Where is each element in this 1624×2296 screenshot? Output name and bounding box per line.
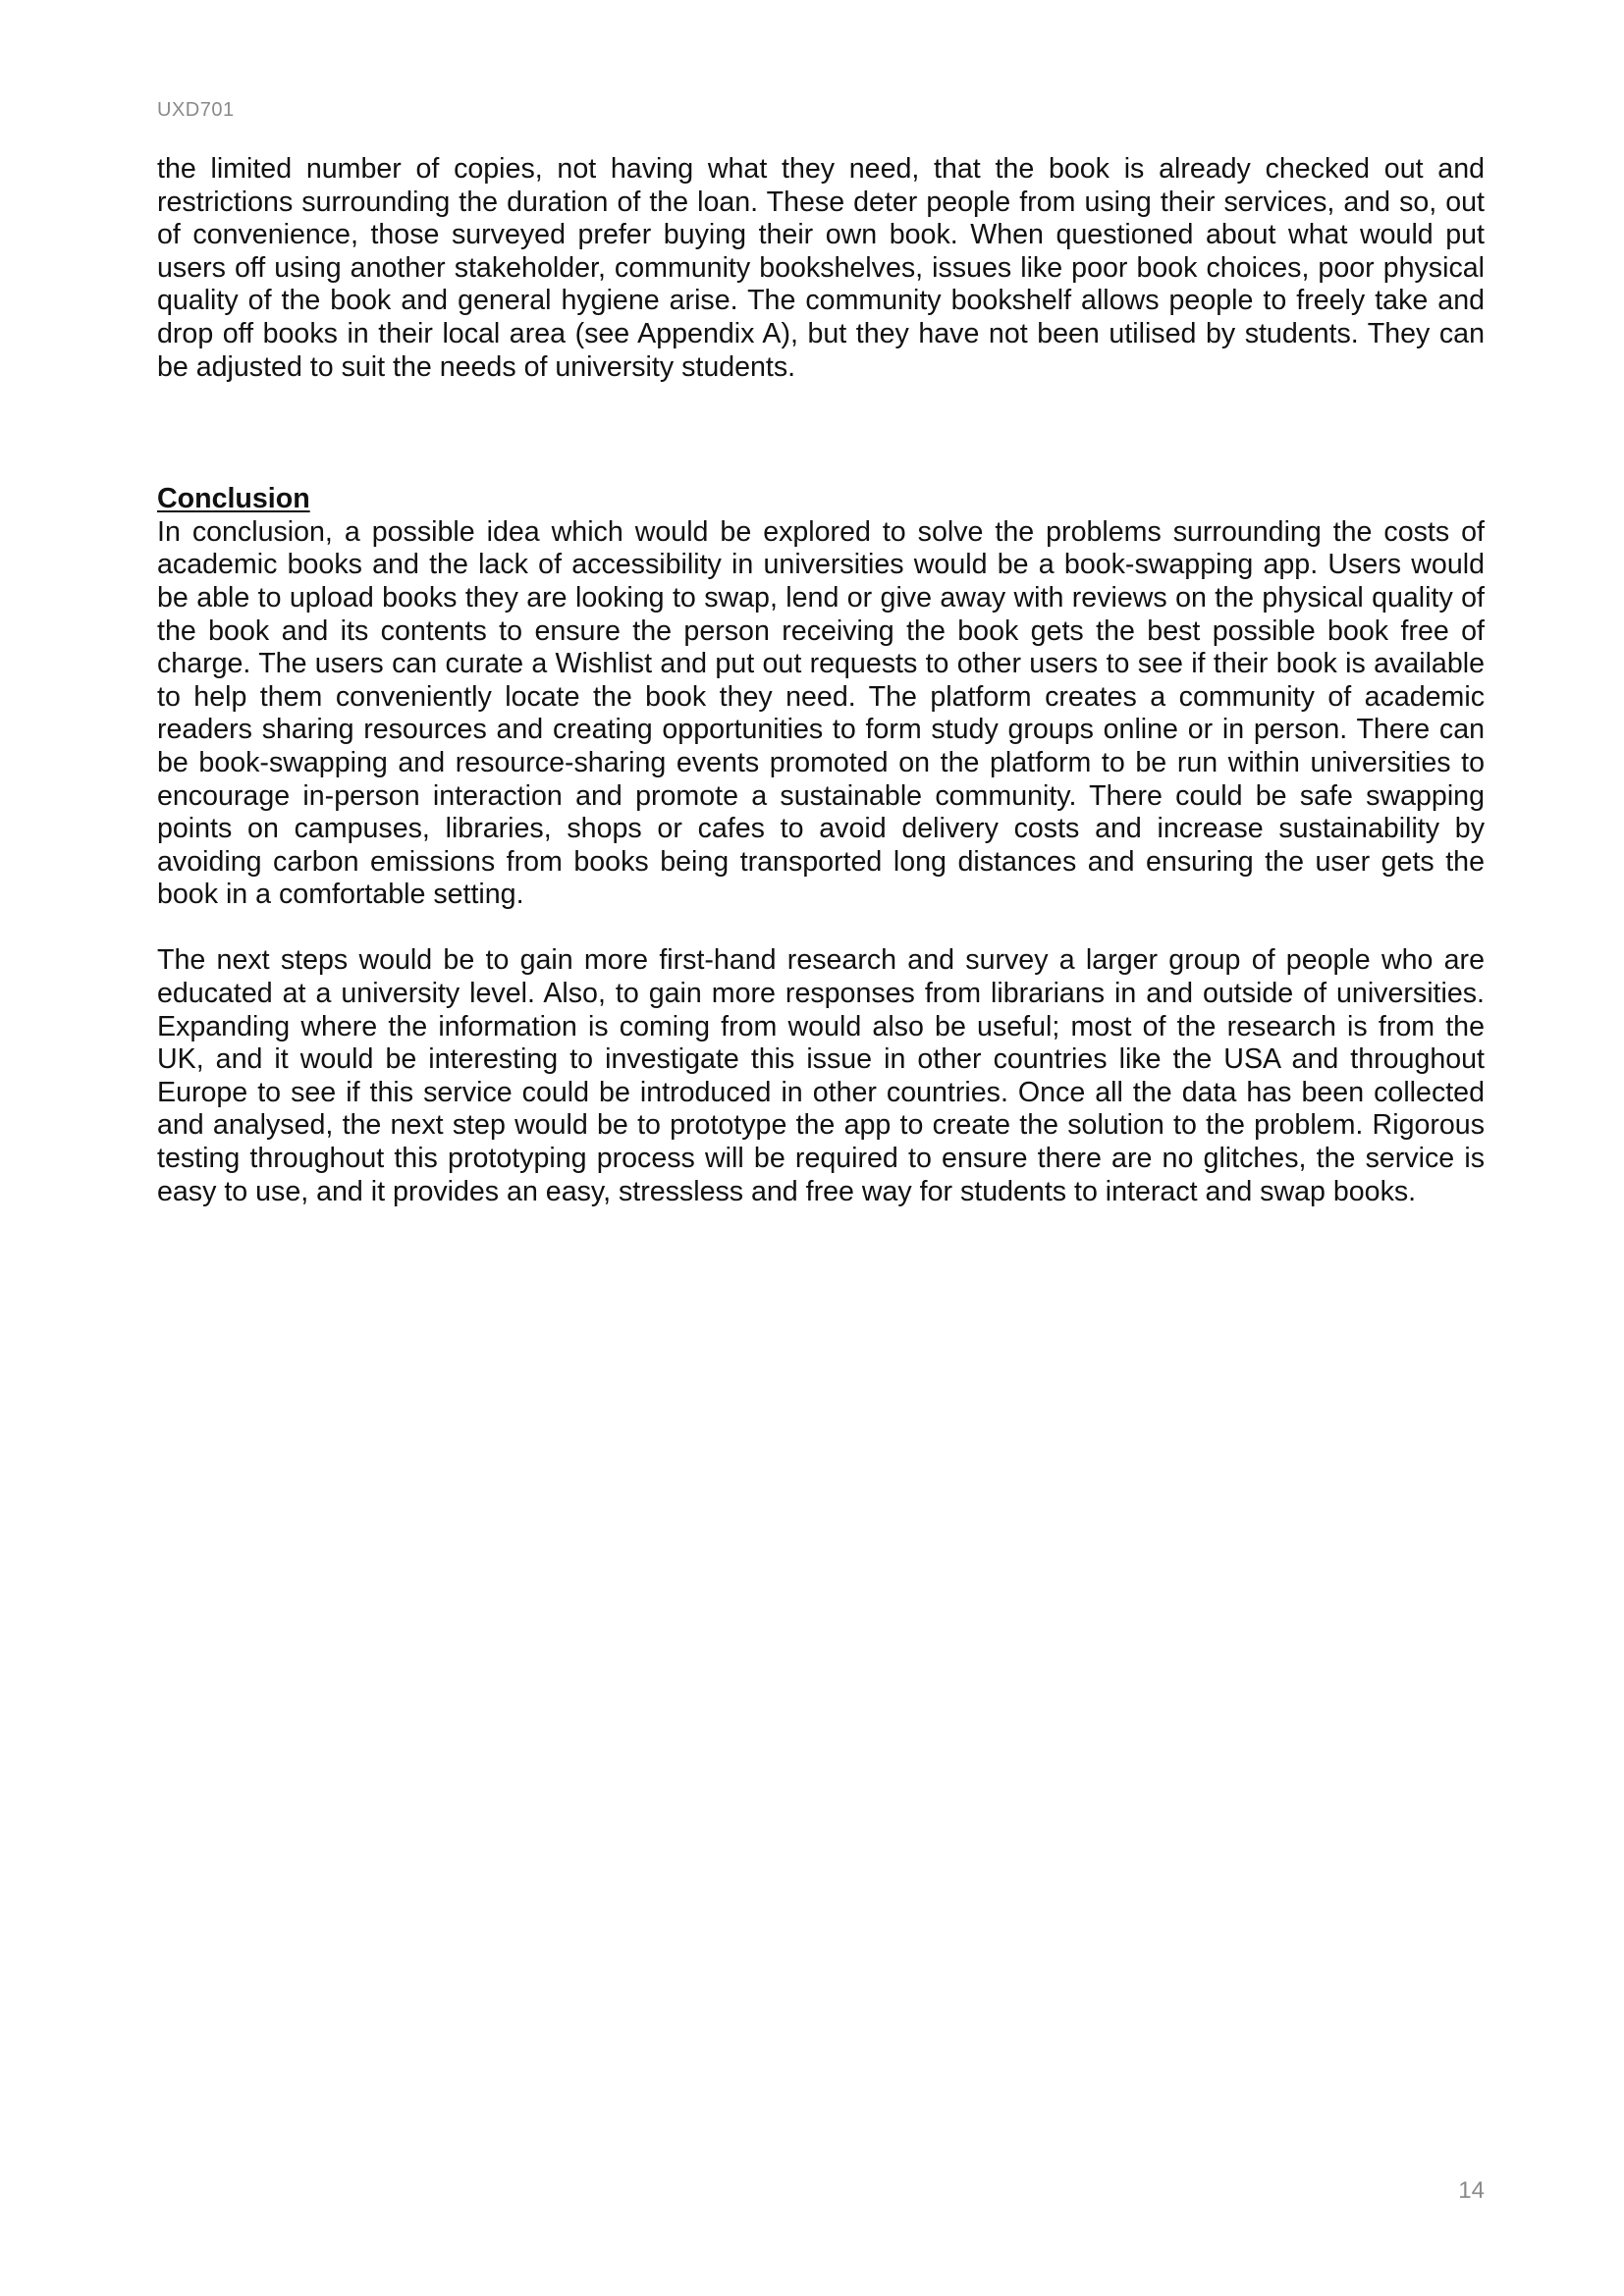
intro-paragraph: the limited number of copies, not having what they need, that the book is already checked out and restrictions surrounding the duration of the loan. These deter people from using their services, and so, out of convenience, those surveyed prefer buying their own book. When questioned about what would put users off using another stakeholder, community bookshelves, issues like poor book choices, poor physical quality of the book and general hygiene arise. The community bookshelf allows people to freely take and drop off books in their local area (see Appendix A), but they have not been utilised by students. They can be adjusted to suit the needs of university students. [157, 153, 1485, 383]
page-number: 14 [1458, 2177, 1485, 2204]
conclusion-paragraph-1: In conclusion, a possible idea which would be explored to solve the problems surrounding the costs of academic books and the lack of accessibility in universities would be a book-swapping app. Users would be able to upload books they are looking to swap, lend or give away with reviews on the physical quality of the book and its contents to ensure the person receiving the book gets the best possible book free of charge. The users can curate a Wishlist and put out requests to other users to see if their book is available to help them conveniently locate the book they need. The platform creates a community of academic readers sharing resources and creating opportunities to form study groups online or in person. There can be book-swapping and resource-sharing events promoted on the platform to be run within universities to encourage in-person interaction and promote a sustainable community. There could be safe swapping points on campuses, libraries, shops or cafes to avoid delivery costs and increase sustainability by avoiding carbon emissions from books being transported long distances and ensuring the user gets the book in a comfortable setting. [157, 515, 1485, 911]
running-header: UXD701 [157, 99, 235, 121]
conclusion-paragraph-2: The next steps would be to gain more first-hand research and survey a larger group of people who are educated at a university level. Also, to gain more responses from librarians in and outside of universities. Expanding where the information is coming from would also be useful; most of the research is from the UK, and it would be interesting to investigate this issue in other countries like the USA and throughout Europe to see if this service could be introduced in other countries. Once all the data has been collected and analysed, the next step would be to prototype the app to create the solution to the problem. Rigorous testing throughout this prototyping process will be required to ensure there are no glitches, the service is easy to use, and it provides an easy, stressless and free way for students to interact and swap books. [157, 944, 1485, 1207]
section-spacer [157, 384, 1485, 483]
paragraph-spacer [157, 912, 1485, 945]
conclusion-heading: Conclusion [157, 483, 310, 515]
page-body [157, 153, 1485, 1208]
